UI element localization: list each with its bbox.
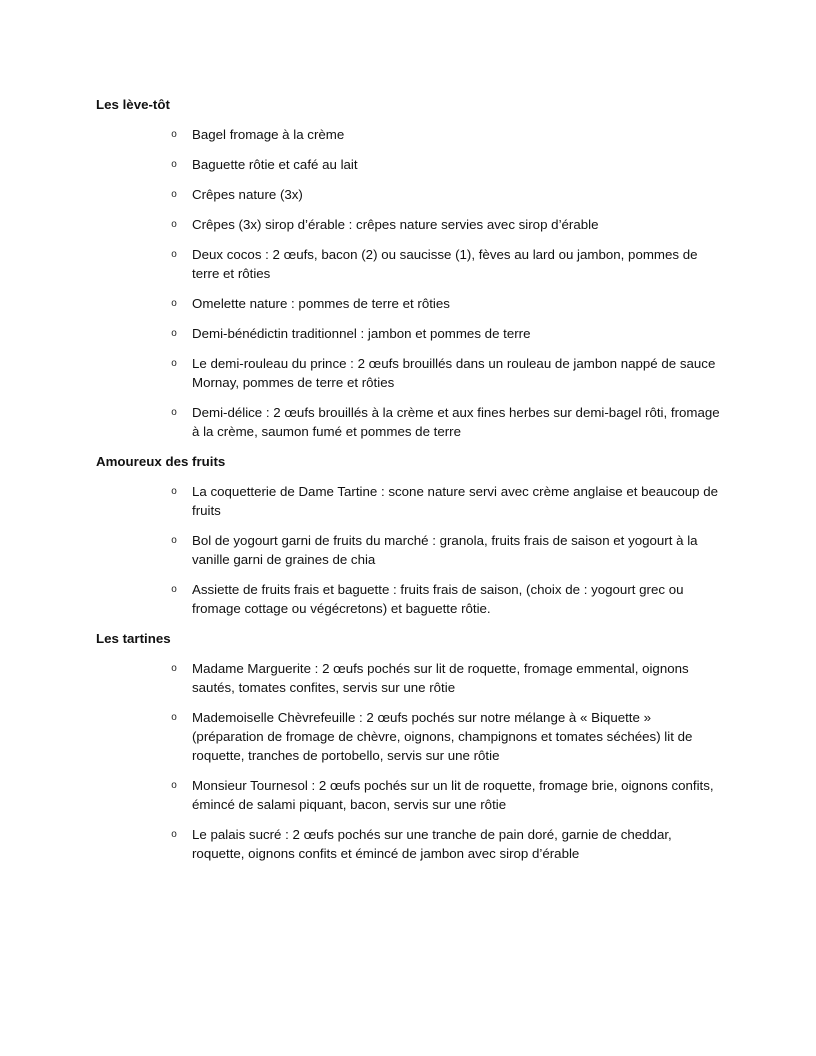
list-item-text: Omelette nature : pommes de terre et rôties (192, 296, 450, 311)
bullet-circle-icon: o (171, 358, 177, 369)
list-item-text: Bagel fromage à la crème (192, 127, 345, 142)
bullet-circle-icon: o (171, 249, 177, 260)
list-item-text: Baguette rôtie et café au lait (192, 157, 358, 172)
menu-list (96, 659, 720, 863)
list-item (96, 294, 720, 313)
bullet-circle-icon: o (171, 780, 177, 791)
bullet-circle-icon: o (171, 584, 177, 595)
list-item (96, 125, 720, 144)
list-item (96, 825, 720, 863)
list-item (96, 403, 720, 441)
menu-list (96, 482, 720, 618)
list-item-text: Crêpes (3x) sirop d’érable : crêpes nature servies avec sirop d’érable (192, 217, 599, 232)
bullet-circle-icon: o (171, 407, 177, 418)
section-amoureux-des-fruits (96, 452, 720, 618)
list-item (96, 324, 720, 343)
list-item-text: Demi-bénédictin traditionnel : jambon et pommes de terre (192, 326, 531, 341)
section-heading: Les lève-tôt (96, 97, 170, 112)
list-item-text: Monsieur Tournesol : 2 œufs pochés sur un lit de roquette, fromage brie, oignons confits, émincé de salami piquant, bacon, servis sur une rôtie (192, 778, 714, 812)
section-leve-tot (96, 95, 720, 441)
list-item-text: La coquetterie de Dame Tartine : scone nature servi avec crème anglaise et beaucoup de fruits (192, 484, 719, 518)
list-item-text: Crêpes nature (3x) (192, 187, 303, 202)
bullet-circle-icon: o (171, 219, 177, 230)
list-item-text: Le demi-rouleau du prince : 2 œufs brouillés dans un rouleau de jambon nappé de sauce Mornay, pommes de terre et rôties (192, 356, 716, 390)
list-item-text: Madame Marguerite : 2 œufs pochés sur lit de roquette, fromage emmental, oignons sautés, tomates confites, servis sur une rôtie (192, 661, 689, 695)
list-item-text: Deux cocos : 2 œufs, bacon (2) ou saucisse (1), fèves au lard ou jambon, pommes de terre et rôties (192, 247, 698, 281)
list-item (96, 708, 720, 765)
bullet-circle-icon: o (171, 129, 177, 140)
bullet-circle-icon: o (171, 189, 177, 200)
list-item-text: Demi-délice : 2 œufs brouillés à la crème et aux fines herbes sur demi-bagel rôti, fromage à la crème, saumon fumé et pommes de terre (192, 405, 720, 439)
bullet-circle-icon: o (171, 829, 177, 840)
list-item-text: Le palais sucré : 2 œufs pochés sur une tranche de pain doré, garnie de cheddar, roquette, oignons confits et émincé de jambon avec sirop d’érable (192, 827, 672, 861)
list-item-text: Mademoiselle Chèvrefeuille : 2 œufs pochés sur notre mélange à « Biquette » (préparation de fromage de chèvre, oignons, champignons et tomates séchées) lit de roquette, tranches de portobello, servis sur une rôtie (192, 710, 693, 763)
list-item (96, 776, 720, 814)
menu-list (96, 125, 720, 441)
list-item (96, 215, 720, 234)
list-item (96, 155, 720, 174)
bullet-circle-icon: o (171, 328, 177, 339)
bullet-circle-icon: o (171, 159, 177, 170)
list-item (96, 580, 720, 618)
menu-content (96, 95, 720, 874)
list-item (96, 531, 720, 569)
list-item (96, 482, 720, 520)
list-item (96, 354, 720, 392)
section-heading: Amoureux des fruits (96, 454, 226, 469)
section-les-tartines (96, 629, 720, 863)
bullet-circle-icon: o (171, 663, 177, 674)
bullet-circle-icon: o (171, 712, 177, 723)
section-heading: Les tartines (96, 631, 171, 646)
bullet-circle-icon: o (171, 535, 177, 546)
list-item (96, 185, 720, 204)
bullet-circle-icon: o (171, 486, 177, 497)
list-item (96, 659, 720, 697)
list-item (96, 245, 720, 283)
list-item-text: Assiette de fruits frais et baguette : fruits frais de saison, (choix de : yogourt grec ou fromage cottage ou végécretons) et baguette rôtie. (192, 582, 684, 616)
bullet-circle-icon: o (171, 298, 177, 309)
list-item-text: Bol de yogourt garni de fruits du marché : granola, fruits frais de saison et yogourt à la vanille garni de graines de chia (192, 533, 698, 567)
